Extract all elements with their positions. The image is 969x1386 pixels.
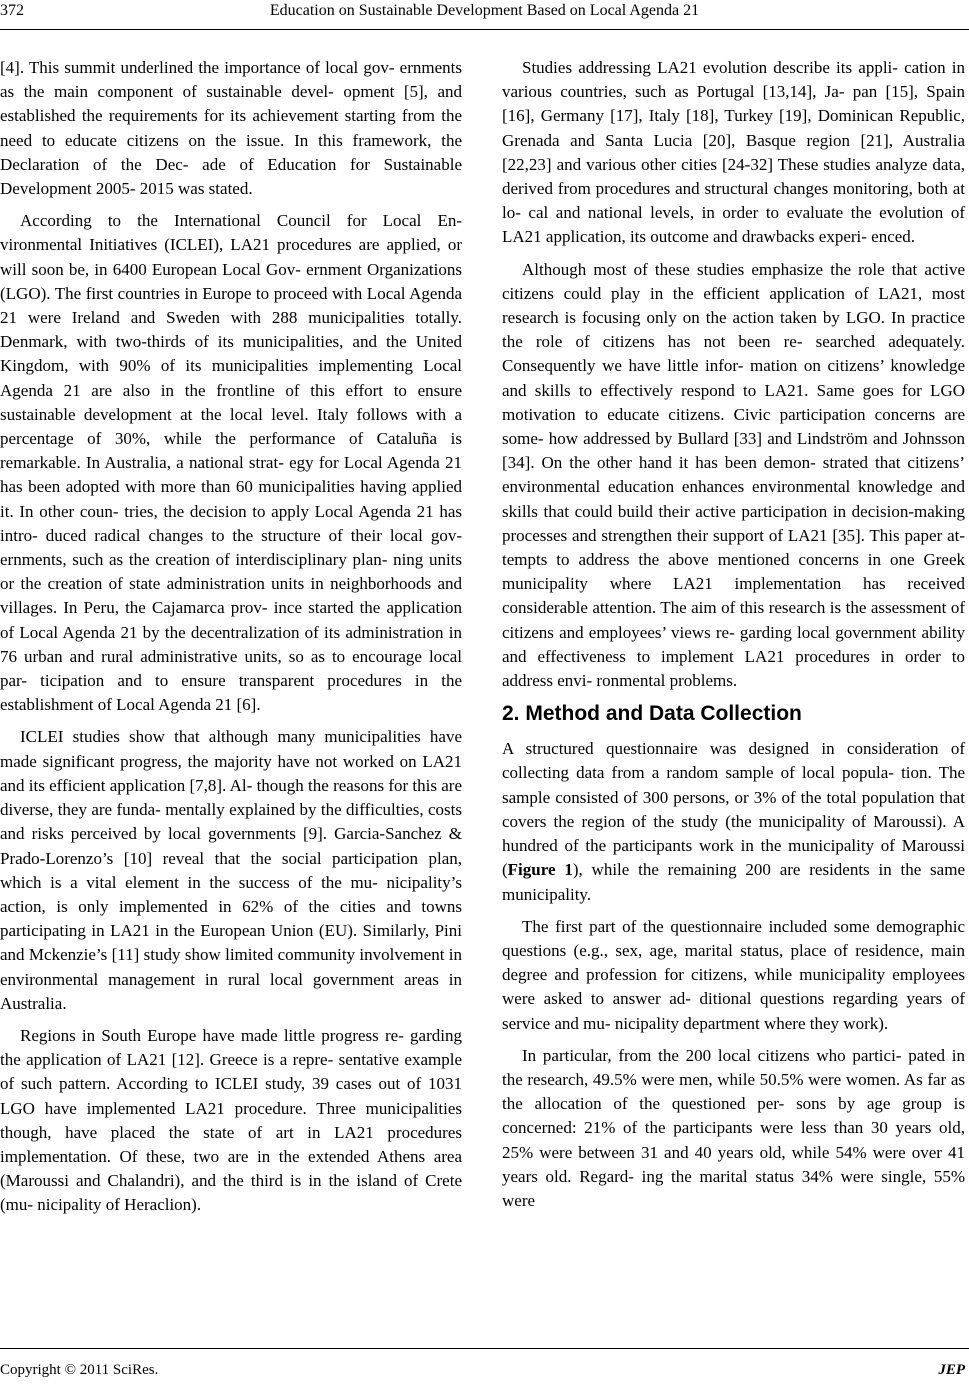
paragraph: According to the International Council for Local En- vironmental Initiatives (ICLEI), LA21 procedures are applied, or will soon be, in 6400 European Local Gov- ernment Organizations (LGO). The first countries in Europe to proceed with Local Agenda 21 were Ireland and Sweden with 288 municipalities totally. Denmark, with two-thirds of its municipalities, and the United Kingdom, with 90% of its municipalities implementing Local Agenda 21 are also in the frontline of this effort to ensure sustainable development at the local level. Italy follows with a percentage of 30%, while the performance of Cataluña is remarkable. In Australia, a national strat- egy for Local Agenda 21 has been adopted with more than 60 municipalities having applied it. In other coun- tries, the decision to apply Local Agenda 21 has intro- duced radical changes to the structure of their local gov- ernments, such as the creation of interdisciplinary plan- ning units or the creation of state administration units in neighborhoods and villages. In Peru, the Cajamarca prov- ince started the application of Local Agenda 21 by the decentralization of its administration in 76 urban and rural administrative units, so as to encourage local par- ticipation and to ensure transparent procedures in the establishment of Local Agenda 21 [6]. (0, 211, 462, 715)
header-rule (0, 29, 969, 30)
paragraph: Studies addressing LA21 evolution describe its appli- cation in various countries, such as Portugal [13,14], Ja- pan [15], Spain [16], Germany [17], Italy [18], Turkey [19], Dominican Republic, Grenada and Santa Lucia [20], Basque region [21], Australia [22,23] and various other cities [24-32] These studies analyze data, derived from procedures and structural changes monitoring, both at lo- cal and national levels, in order to evaluate the evolution of LA21 application, its outcome and drawbacks experi- enced. (502, 58, 965, 247)
paragraph (502, 737, 965, 906)
paragraph: [4]. This summit underlined the importance of local gov- ernments as the main component of sustainable devel- opment [5], and established the requirements for its achievement starting from the need to educate citizens on the issue. In this framework, the Declaration of the Dec- ade of Education for Sustainable Development 2005- 2015 was stated. (0, 58, 462, 199)
page-number: 372 (0, 2, 24, 19)
running-title: Education on Sustainable Development Based on Local Agenda 21 (269, 2, 700, 19)
paragraph: The first part of the questionnaire included some demographic questions (e.g., sex, age, marital status, place of residence, main degree and profession for citizens, while municipality employees were asked to answer ad- ditional questions regarding years of service and mu- nicipality department where they work). (502, 916, 965, 1033)
right-column (502, 56, 965, 1221)
journal-abbreviation: JEP (938, 1362, 965, 1378)
left-column (0, 56, 462, 1226)
section-heading: 2. Method and Data Collection (502, 702, 802, 726)
paragraph-text: A structured questionnaire was designed in consideration of collecting data from a random sample of local popula- tion. The sample consisted of 300 persons, or 3% of the total population that covers the region of the study (the municipality of Maroussi). A hundred of the participants work in the municipality of Maroussi ( (502, 739, 965, 880)
paragraph: Although most of these studies emphasize the role that active citizens could play in the efficient application of LA21, most research is focusing only on the action taken by LGO. In practice the role of citizens has not been re- searched adequately. Consequently we have little infor- mation on citizens’ knowledge and skills to effectively respond to LA21. Same goes for LGO motivation to educate citizens. Civic participation concerns are some- how addressed by Bullard [33] and Lindström and Johnsson [34]. On the other hand it has been demon- strated that citizens’ environmental education enhances environmental knowledge and skills that could build their active participation in decision-making processes and strengthen their support of LA21 [35]. This paper at- tempts to address the above mentioned concerns in one Greek municipality where LA21 implementation has received considerable attention. The aim of this research is the assessment of citizens and employees’ views re- garding local government ability and effectiveness to implement LA21 procedures in order to address envi- ronmental problems. (502, 259, 965, 691)
copyright: Copyright © 2011 SciRes. (0, 1362, 159, 1378)
paragraph-text: ), while the remaining 200 are residents in the same municipality. (502, 860, 965, 904)
paragraph: ICLEI studies show that although many municipalities have made significant progress, the majority have not worked on LA21 and its efficient application [7,8]. Al- though the reasons for this are diverse, they are funda- mentally explained by the difficulties, costs and risks perceived by local governments [9]. Garcia-Sanchez & Prado-Lorenzo’s [10] reveal that the social participation plan, which is a vital element in the success of the mu- nicipality’s action, is only implemented in 62% of the cities and towns participating in LA21 in the European Union (EU). Similarly, Pini and Mckenzie’s [11] study show limited community involvement in environmental management in rural local government areas in Australia. (0, 727, 462, 1013)
figure-reference-link[interactable]: Figure 1 (507, 860, 573, 880)
paragraph: In particular, from the 200 local citizens who partici- pated in the research, 49.5% were men, while 50.5% were women. As far as the allocation of the questioned per- sons by age group is concerned: 21% of the participants were less than 30 years old, 25% were between 31 and 40 years old, while 54% were over 41 years old. Regard- ing the marital status 34% were single, 55% were (502, 1045, 965, 1210)
paragraph: Regions in South Europe have made little progress re- garding the application of LA21 [12]. Greece is a repre- sentative example of such pattern. According to ICLEI study, 39 cases out of 1031 LGO have implemented LA21 procedure. Three municipalities though, have placed the state of art in LA21 procedures implementation. Of these, two are in the extended Athens area (Maroussi and Chalandri), and the third is in the island of Crete (mu- nicipality of Heraclion). (0, 1025, 462, 1215)
footer-rule (0, 1348, 969, 1349)
